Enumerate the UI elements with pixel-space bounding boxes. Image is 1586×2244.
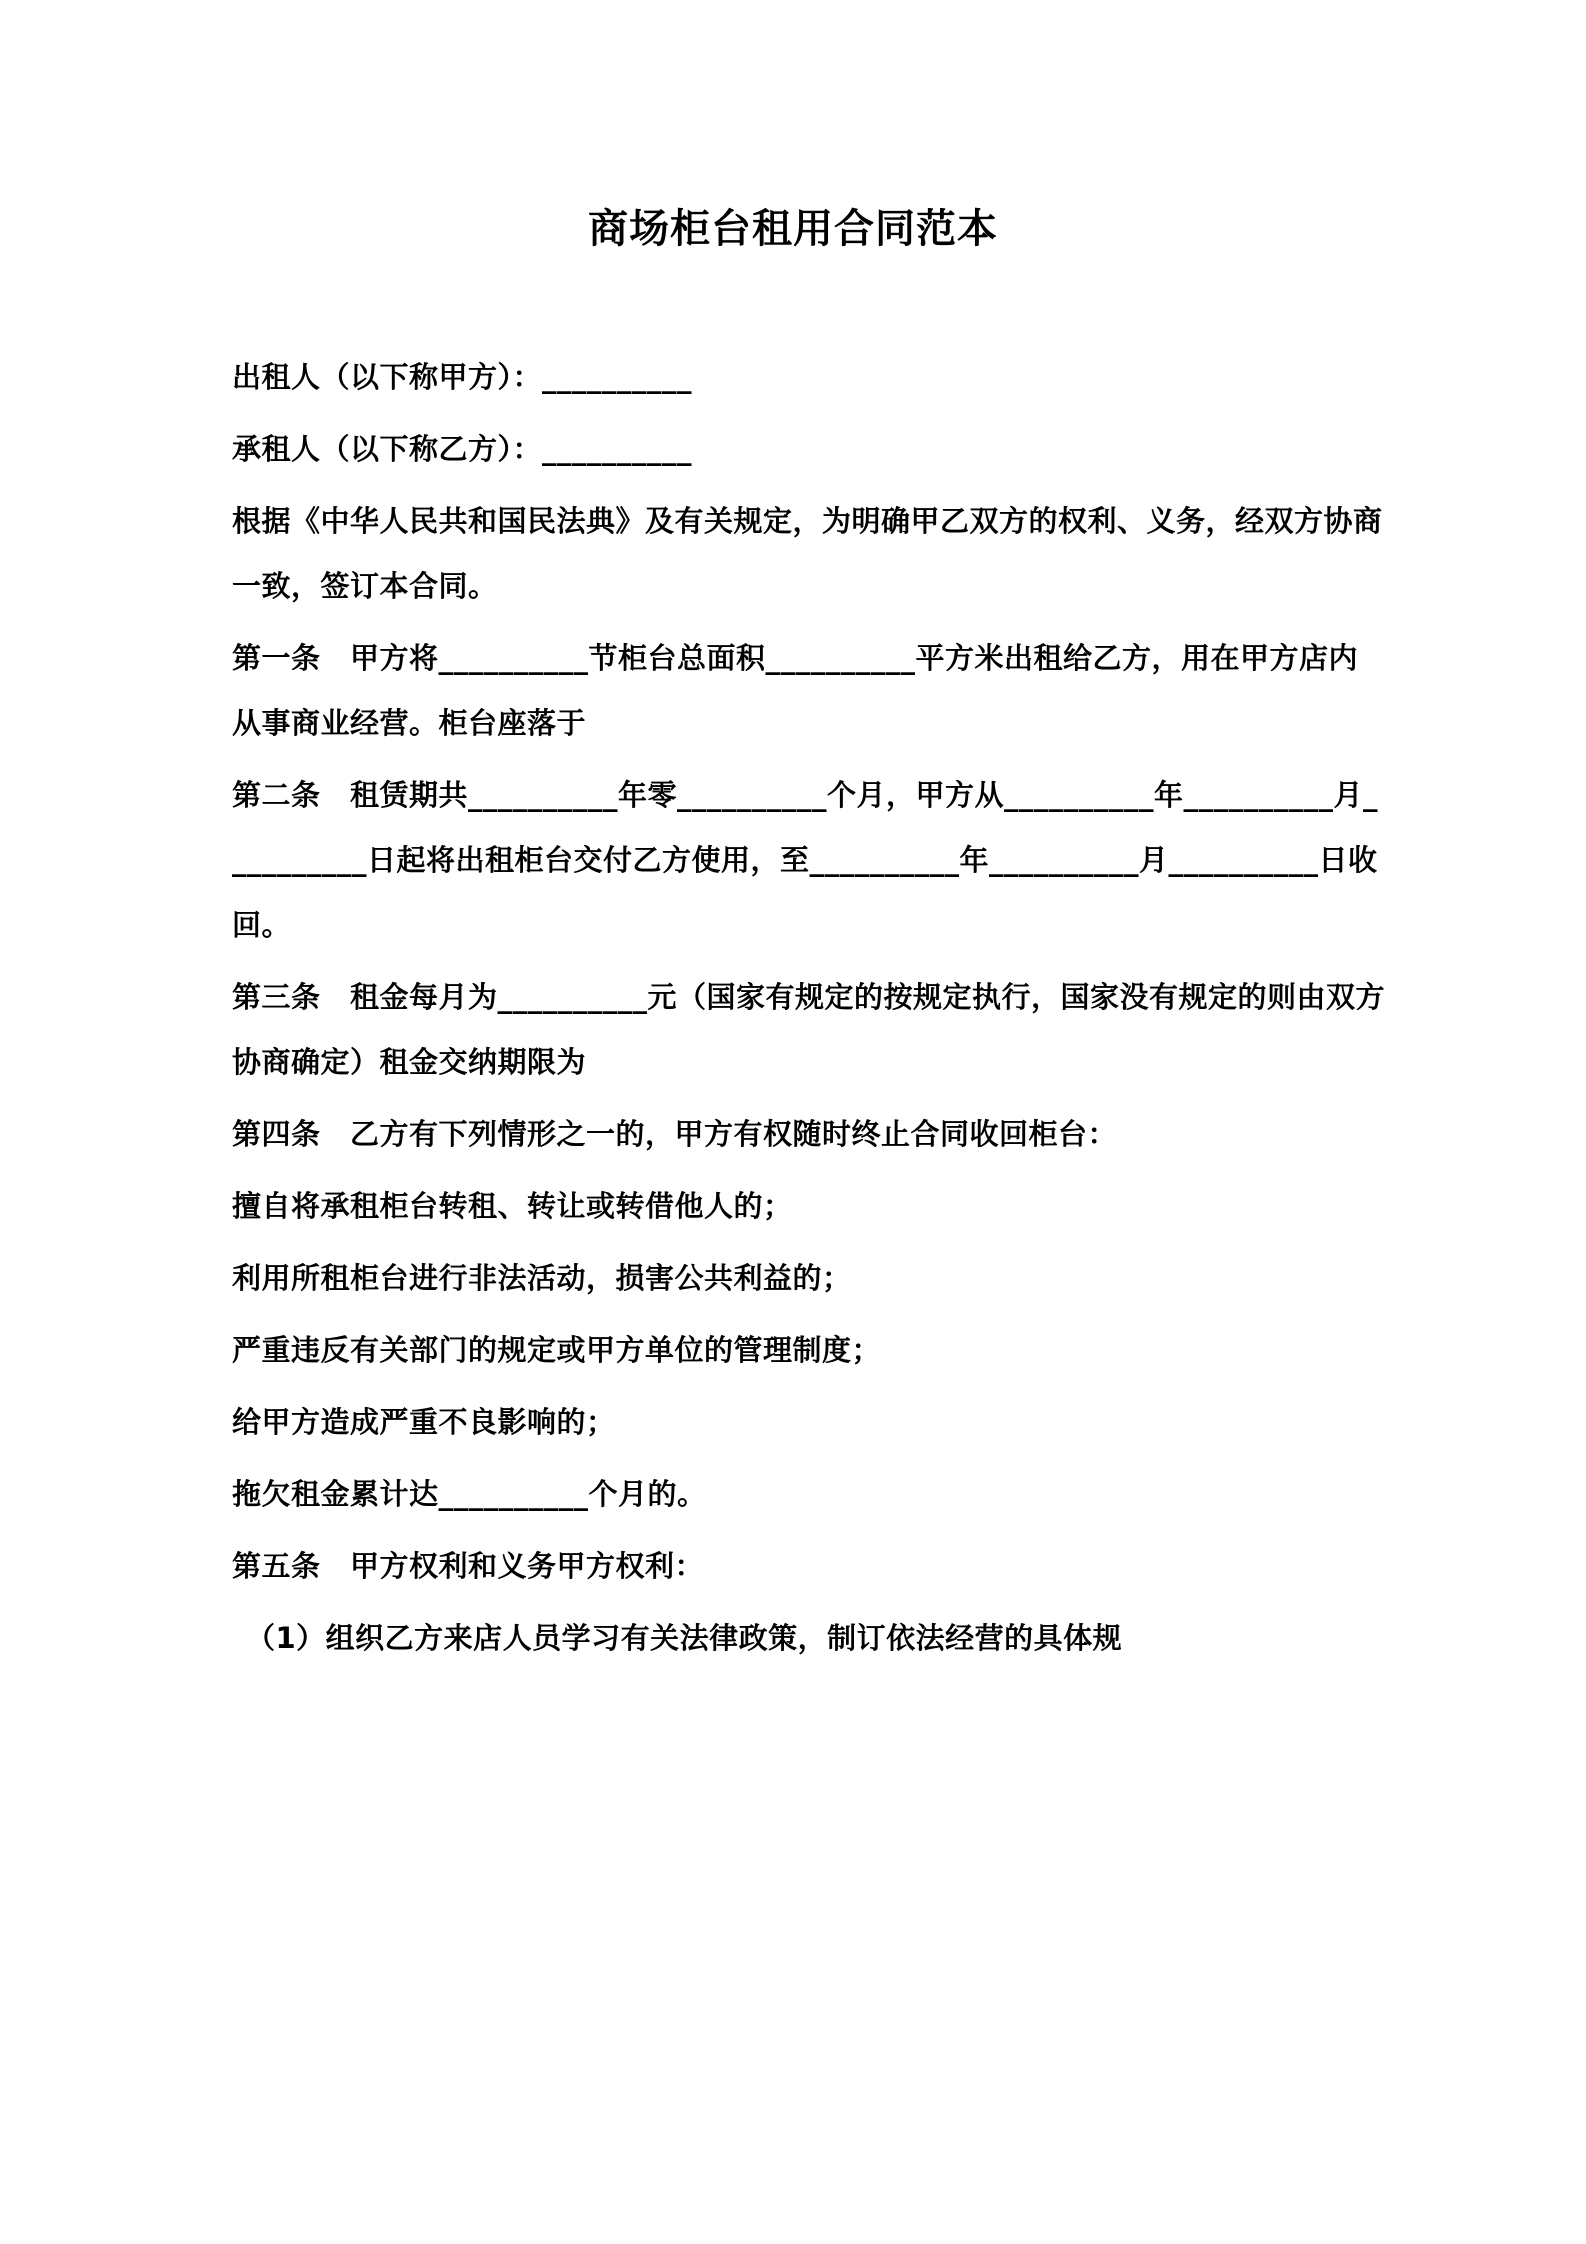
paragraph-article-2: 第二条 租赁期共__________年零__________个月，甲方从__________年__________月__________日起将出租柜台交付乙方使用，至__________年__________月__________日收回。 [232, 778, 1379, 942]
paragraph-article-4: 第四条 乙方有下列情形之一的，甲方有权随时终止合同收回柜台： [232, 1117, 1118, 1151]
paragraph-article-1: 第一条 甲方将__________节柜台总面积__________平方米出租给乙方，用在甲方店内从事商业经营。柜台座落于 [232, 641, 1359, 740]
paragraph-article-4-item-2: 利用所租柜台进行非法活动，损害公共利益的； [232, 1261, 852, 1295]
paragraph-article-4-item-4: 给甲方造成严重不良影响的； [232, 1405, 616, 1439]
paragraph-article-3: 第三条 租金每月为__________元（国家有规定的按规定执行，国家没有规定的则由双方协商确定）租金交纳期限为 [232, 980, 1386, 1079]
paragraph-article-5-item-1: （1）组织乙方来店人员学习有关法律政策，制订依法经营的具体规 [246, 1621, 1123, 1655]
paragraph-article-4-item-5: 拖欠租金累计达__________个月的。 [232, 1477, 707, 1511]
paragraph-article-5: 第五条 甲方权利和义务甲方权利： [232, 1549, 705, 1583]
paragraph-lessor-line: 出租人（以下称甲方）：__________ [232, 360, 693, 394]
paragraph-lessee-line: 承租人（以下称乙方）：__________ [232, 432, 693, 466]
page-title: 商场柜台租用合同范本 [588, 206, 998, 252]
paragraph-preamble: 根据《中华人民共和国民法典》及有关规定，为明确甲乙双方的权利、义务，经双方协商一致，签订本合同。 [232, 504, 1383, 603]
paragraph-article-4-item-3: 严重违反有关部门的规定或甲方单位的管理制度； [232, 1333, 882, 1367]
document-body [0, 345, 1586, 1671]
paragraph-article-4-item-1: 擅自将承租柜台转租、转让或转借他人的； [232, 1189, 793, 1223]
